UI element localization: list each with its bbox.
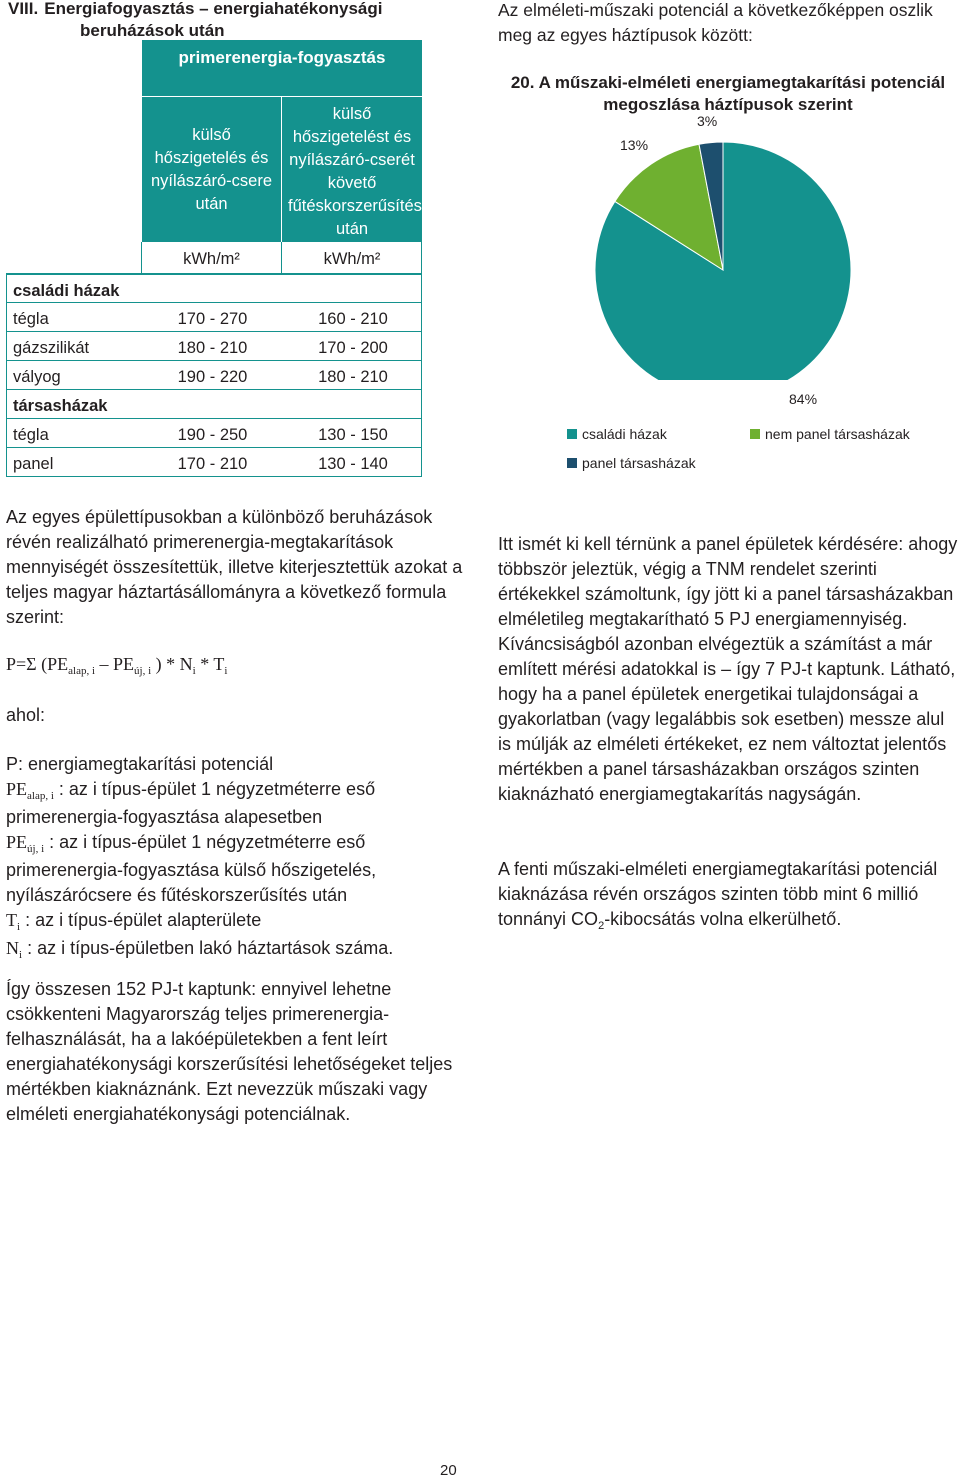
row-label: panel	[13, 455, 54, 473]
def-pe-alap	[6, 777, 476, 830]
formula-sub: i	[224, 665, 228, 677]
table-row	[6, 332, 422, 361]
table-row	[6, 419, 422, 448]
left-paragraph-last: Így összesen 152 PJ-t kaptunk: ennyivel lehetne csökkenteni Magyarország teljes primerenergia-felhasználását, ha a lakóépületekben a fent leírt energiahatékonysági korszerűsítési lehetőségeket teljes mértékben kiaknáznánk. Ezt nevezzük műszaki vagy elméleti energiahatékonysági potenciálnak.	[6, 979, 453, 1124]
pie-chart	[560, 110, 890, 380]
table-unit-row	[6, 242, 422, 274]
legend-item-csaladi	[567, 426, 667, 442]
right-paragraph-2-text-end: -kibocsátás volna elkerülhető.	[604, 909, 842, 929]
row-value-1: 190 - 250	[177, 426, 248, 444]
def-p: P: energiamegtakarítási potenciál	[6, 754, 274, 774]
unit-col1: kWh/m²	[183, 250, 240, 268]
legend-swatch	[750, 429, 760, 439]
legend-label: családi házak	[582, 426, 667, 442]
row-value-2: 180 - 210	[318, 368, 388, 386]
formula-sub: alap, i	[68, 665, 96, 677]
legend-swatch	[567, 458, 577, 468]
def-text: : az i típus-épületben lakó háztartások száma.	[22, 938, 394, 958]
def-symbol: PE	[6, 832, 28, 852]
definitions	[6, 752, 476, 964]
row-label: családi házak	[13, 282, 120, 300]
chart-title-text: A műszaki-elméleti energiamegtakarítási potenciál megoszlása háztípusok szerint	[538, 73, 946, 114]
table-header-col1: külső hőszigetelés és nyílászáró-csere után	[142, 97, 281, 242]
def-sub: i	[17, 921, 21, 933]
page-number: 20	[440, 1462, 457, 1479]
right-paragraph-2-text: A fenti műszaki-elméleti energiamegtakarítási potenciál kiaknázása révén országos szinten több mint 6 millió tonnányi CO	[498, 859, 938, 929]
row-value-1: 180 - 210	[177, 339, 248, 357]
table-row	[6, 361, 422, 390]
row-value-1: 190 - 220	[177, 368, 248, 386]
row-label: tégla	[13, 310, 49, 328]
slice-label-panel: 3%	[697, 113, 718, 129]
formula-sub: i	[192, 665, 196, 677]
right-paragraph-2	[498, 857, 943, 935]
formula-sub: új, i	[134, 665, 152, 677]
unit-col2: kWh/m²	[323, 250, 381, 268]
legend-label: panel társasházak	[582, 455, 696, 471]
co2-subscript: 2	[598, 920, 605, 932]
row-value-1: 170 - 210	[177, 455, 248, 473]
table-row	[6, 274, 422, 303]
formula-part: ) * N	[151, 654, 193, 674]
def-text: : az i típus-épület 1 négyzetméterre eső primerenergia-fogyasztása alapesetben	[6, 779, 376, 827]
section-title-line2: beruházások után	[80, 21, 225, 40]
slice-label-csaladi: 84%	[789, 391, 818, 407]
legend-label: nem panel társasházak	[765, 426, 910, 442]
section-title	[8, 0, 478, 42]
row-value-2: 170 - 200	[318, 339, 388, 357]
row-label: tégla	[13, 426, 49, 444]
row-value-2: 130 - 140	[318, 455, 388, 473]
table-row	[6, 390, 422, 419]
legend-item-nem-panel	[750, 426, 910, 442]
ahol-label: ahol:	[6, 705, 46, 725]
def-text: : az i típus-épület 1 négyzetméterre eső primerenergia-fogyasztása külső hőszigetelés, nyílászárócsere és fűtéskorszerűsítés után	[6, 832, 377, 905]
section-title-line1: Energiafogyasztás – energiahatékonysági	[44, 0, 383, 18]
formula	[6, 654, 476, 675]
formula-part: P=Σ (PE	[6, 654, 69, 674]
def-sub: alap, i	[27, 790, 54, 802]
def-sub: új, i	[27, 843, 45, 855]
table-row	[6, 303, 422, 332]
def-t	[6, 908, 476, 936]
row-value-2: 160 - 210	[318, 310, 388, 328]
row-label: vályog	[13, 368, 61, 386]
table-header-main: primerenergia-fogyasztás	[142, 40, 422, 96]
def-sub: i	[19, 949, 23, 961]
table-row	[6, 448, 422, 477]
def-symbol: T	[6, 910, 17, 930]
row-value-1: 170 - 270	[177, 310, 248, 328]
right-paragraph-1: Itt ismét ki kell térnünk a panel épületek kérdésére: ahogy többször jeleztük, végig a TNM rendelet szerinti értékekkel számoltunk, így jött ki a panel társasházakban elméletileg megtakarítható 5 PJ energiamennyiség. Kíváncsiságból azonban elvégeztük a számítást a már említett mérési adatokkal is – így 7 PJ-t kaptunk. Látható, hogy ha a panel épületek energetikai tulajdonságai a gyakorlatban (vagy legalábbis sok esetben) messze alul is múlják az elméleti értékeket, ez nem változtat jelentős mértékben a panel társasházakban országos szinten kiaknázható energiamegtakarítás nagyságán.	[498, 534, 958, 804]
def-text: : az i típus-épület alapterülete	[20, 910, 262, 930]
legend-swatch	[567, 429, 577, 439]
row-label: társasházak	[13, 397, 108, 415]
section-number: VIII.	[8, 0, 39, 18]
slice-label-nem-panel: 13%	[620, 137, 649, 153]
def-n	[6, 936, 476, 964]
def-symbol: PE	[6, 779, 28, 799]
table-header-col2: külső hőszigetelést és nyílászáró-cserét követő fűtéskorszerűsítés után	[282, 97, 422, 242]
legend-item-panel	[567, 455, 696, 471]
chart-title-number: 20.	[510, 73, 535, 92]
formula-part: – PE	[95, 654, 135, 674]
chart-intro-text: Az elméleti-műszaki potenciál a következőképpen oszlik meg az egyes háztípusok között:	[498, 0, 933, 45]
left-paragraph-1: Az egyes épülettípusokban a különböző beruházások révén realizálható primerenergia-megtakarítások mennyiségét összesítettük, illetve kiterjesztettük azokat a teljes magyar háztartásállományra a következő formula szerint:	[6, 507, 463, 627]
row-label: gázszilikát	[13, 339, 90, 357]
formula-part: * T	[195, 654, 225, 674]
row-value-2: 130 - 150	[318, 426, 388, 444]
def-pe-uj	[6, 830, 476, 908]
def-symbol: N	[6, 938, 19, 958]
